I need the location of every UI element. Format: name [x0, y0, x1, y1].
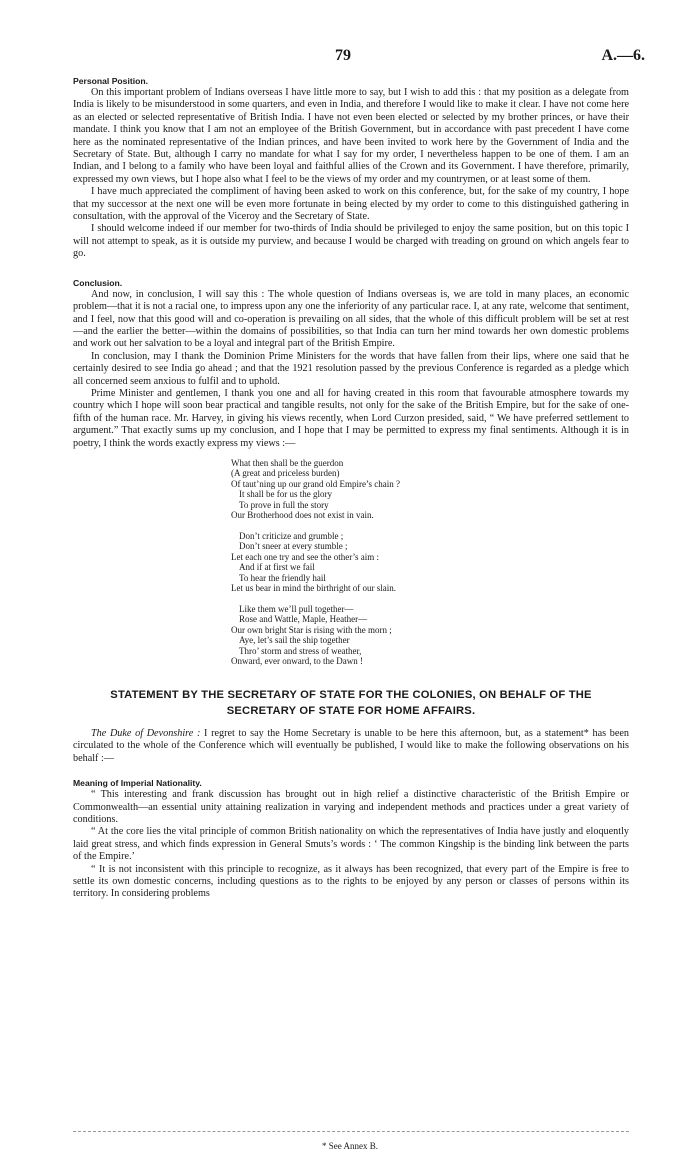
poem-line: To prove in full the story — [239, 499, 329, 510]
poem-line: Of taut’ning up our grand old Empire’s chain ? — [231, 478, 400, 489]
speaker-name: The Duke of Devonshire : — [91, 727, 201, 739]
poem-line: What then shall be the guerdon — [231, 457, 344, 468]
footnote-rule — [73, 1131, 629, 1132]
paragraph: I should welcome indeed if our member for two-thirds of India should be privileged to enjoy the same position, but on this topic I will not attempt to speak, as it is outside my purview, and because I would be charged with treading on ground on which angels fear to go. — [73, 223, 629, 260]
page-number: 79 — [335, 47, 351, 64]
paragraph: On this important problem of Indians overseas I have little more to say, but I wish to add this : that my position as a delegate from India is likely to be misunderstood in some quarters, and even in India, and therefore I would like to make it clear. I have not come here as an elected or selected representative of British India. I have not even been elected or selected by my brother princes, or have their mandate. I think you know that I am not an employee of the British Government, but in accordance with past precedent I have come here as the nominated representative of the Indian princes, and have been invited to work here by the Government of India and the Secretary of State. But, although I carry no mandate for what I say for my order, I nevertheless happen to be one of them. I am an Indian, and I belong to a family who have been loyal and faithful allies of the Crown and its Government. I have therefore, primarily, expressed my own views, but I hope also what I feel to be the views of my order and my countrymen, or at least some of them. — [73, 87, 629, 185]
poem-line: It shall be for us the glory — [239, 489, 332, 500]
statement-intro-text: I regret to say the Home Secretary is unable to be here this afternoon, but, as a statement* has been circulated to the whole of the Conference which will eventually be published, I would like to make the following observations on his behalf :— — [73, 727, 629, 764]
paragraph: And now, in conclusion, I will say this : The whole question of Indians overseas is, we are told in many places, an economic problem—that it is not a racial one, to impress upon any one the inferiority of any particular race. I, at any rate, welcome that sentiment, and I feel, now that this good will and co-operation is prevailing on all sides, that the whole of this difficult problem will be set at rest —and the earlier the better—within the domains of possibilities, so that India can turn her mind towards her own domestic problems and work out her salvation to be a loyal and integral part of the British Empire. — [73, 288, 629, 350]
paragraph: Prime Minister and gentlemen, I thank you one and all for having created in this room that favourable atmosphere towards my country which I hope will soon bear practical and tangible results, not only for the sake of the British Empire, but for the sake of one-fifth of the human race. Mr. Harvey, in giving his views recently, when Lord Curzon presided, said, “ We have preferred settlement to argument.” That exactly sums up my conclusion, and I hope that I may be permitted to express my final sentiments. Although it is in poetry, I think the words exactly express my views :— — [73, 387, 629, 449]
paragraph: In conclusion, may I thank the Dominion Prime Ministers for the words that have fallen from their lips, where one said that he certainly desired to see India go ahead ; and that the 1921 resolution passed by the previous Conference is regarded as a pledge which all concerned seem anxious to fulfil and to uphold. — [73, 350, 629, 387]
paragraph: “ It is not inconsistent with this principle to recognize, as it always has been recognized, that every part of the Empire is free to settle its own domestic concerns, including questions as to the rights to be enjoyed by any person or classes of persons within its territory. In considering problems — [73, 863, 629, 900]
statement-title-line-1: STATEMENT BY THE SECRETARY OF STATE FOR THE COLONIES, ON BEHALF OF THE — [110, 688, 592, 701]
poem-line: (A great and priceless burden) — [231, 468, 340, 479]
poem-line: Rose and Wattle, Maple, Heather— — [239, 614, 368, 625]
poem-line: Let each one try and see the other’s aim : — [231, 551, 380, 562]
poem-stanza — [231, 531, 629, 594]
poem-line: Thro’ storm and stress of weather, — [239, 645, 362, 656]
poem-line: Don’t criticize and grumble ; — [239, 530, 344, 541]
poem-line: And if at first we fail — [239, 562, 315, 573]
poem-line: Our own bright Star is rising with the morn ; — [231, 624, 392, 635]
poem-line: Aye, let’s sail the ship together — [239, 635, 350, 646]
main-text — [73, 75, 629, 901]
poem-line: Our Brotherhood does not exist in vain. — [231, 510, 374, 521]
heading-imperial-nationality: Meaning of Imperial Nationality. — [73, 778, 202, 789]
statement-title-line-2: SECRETARY OF STATE FOR HOME AFFAIRS. — [226, 704, 476, 717]
statement-intro — [73, 728, 629, 765]
heading-conclusion: Conclusion. — [73, 277, 123, 288]
footnote: * See Annex B. — [322, 1141, 378, 1151]
paragraph: “ At the core lies the vital principle of common British nationality on which the representatives of India have justly and eloquently laid great stress, and which finds expression in General Smuts’s words : ‘ The common Kingship is the binding link between the parts of the Empire.’ — [73, 826, 629, 863]
poem-line: Don’t sneer at every stumble ; — [239, 541, 348, 552]
poem-line: Like them we’ll pull together— — [239, 603, 354, 614]
heading-personal-position: Personal Position. — [73, 76, 148, 86]
poem-line: To hear the friendly hail — [239, 572, 326, 583]
poem-line: Onward, ever onward, to the Dawn ! — [231, 656, 363, 667]
poem-stanza — [231, 458, 629, 521]
page-reference: A.—6. — [601, 47, 645, 64]
poem-stanza — [231, 604, 629, 667]
poem-line: Let us bear in mind the birthright of our slain. — [231, 583, 396, 594]
paragraph: I have much appreciated the compliment of having been asked to work on this conference, but, for the sake of my country, I hope that my successor at the next one will be even more fortunate in being elected by my order to come to this distinguished gathering in consultation, with the approval of the Viceroy and the Secretary of State. — [73, 186, 629, 223]
paragraph: “ This interesting and frank discussion has brought out in high relief a distinctive characteristic of the British Empire or Commonwealth—an essential unity attaining realization in varying and independent methods and practices under a great variety of conditions. — [73, 789, 629, 825]
poem — [231, 458, 629, 667]
page-header — [0, 47, 700, 71]
